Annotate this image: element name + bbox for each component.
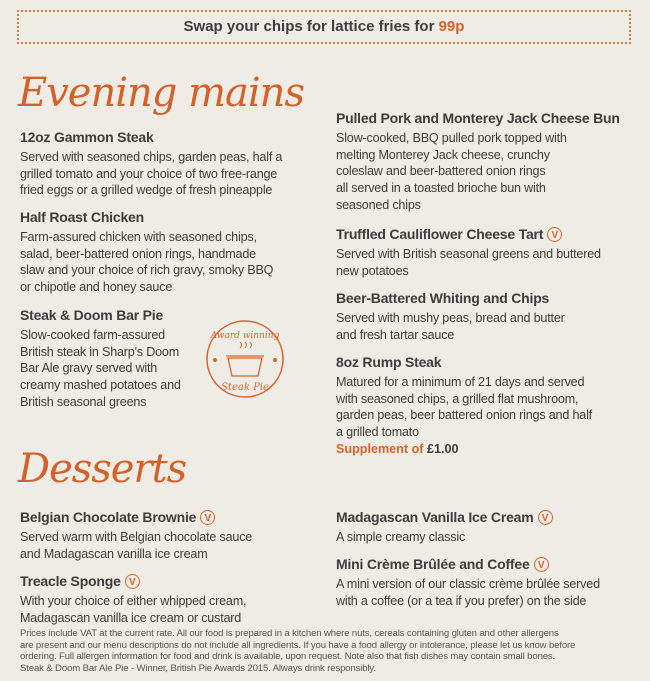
footer-line: are present and our menu descriptions do not include all ingredients. If you have a food allergy or intolerance, please let us know before [20,639,576,651]
menu-item [20,572,320,626]
menu-item-description: Served with British seasonal greens and buttered [336,247,601,261]
vegetarian-icon: V [200,510,215,525]
allergen-footer [20,628,640,674]
item-name: 8oz Rump Steak [336,354,442,370]
menu-item-description: fried eggs or a grilled wedge of fresh pineapple [20,183,273,198]
desserts-heading: Desserts [18,446,187,492]
pie-dish-icon [226,356,264,376]
vegetarian-icon: V [538,510,553,525]
item-name: Pulled Pork and Monterey Jack Cheese Bun [336,110,620,126]
menu-item-description: a grilled tomato [336,425,419,440]
menu-item-description: Served warm with Belgian chocolate sauce [20,530,253,544]
vegetarian-icon: V [547,227,562,242]
footer-line: Steak & Doom Bar Ale Pie - Winner, British Pie Awards 2015. Always drink responsibly. [20,662,376,674]
vegetarian-icon: V [125,574,140,589]
menu-item-title [20,208,320,226]
menu-item-title [20,128,320,146]
evening-mains-heading: Evening mains [18,70,304,116]
menu-item-description: Madagascan vanilla ice cream or custard [20,610,242,625]
item-name: Steak & Doom Bar Pie [20,307,164,323]
menu-item-title [336,225,636,243]
menu-item-description: seasoned chips [336,197,421,212]
menu-item-description: With your choice of either whipped cream, [20,594,247,608]
menu-item [336,555,636,609]
menu-item [336,109,636,214]
menu-item-title [336,555,636,573]
menu-item-description: coleslaw and beer-battered onion rings [336,164,546,179]
item-name: Half Roast Chicken [20,209,144,225]
menu-item-title [336,109,636,127]
menu-item-description: Slow-cooked farm-assured [20,328,165,342]
menu-item-description: all served in a toasted brioche bun with [336,181,546,196]
menu-item-description: Served with mushy peas, bread and butter [336,311,565,325]
menu-item-description: Matured for a minimum of 21 days and served [336,375,585,389]
item-name: Truffled Cauliflower Cheese Tart [336,226,544,242]
menu-item-description: new potatoes [336,263,409,278]
menu-item-description: and Madagascan vanilla ice cream [20,546,208,561]
menu-item-title [336,353,636,371]
vegetarian-icon: V [534,557,549,572]
menu-item-title [336,508,636,526]
supplement-label: Supplement of [336,441,427,456]
item-name: Treacle Sponge [20,573,121,589]
item-name: 12oz Gammon Steak [20,129,154,145]
item-name: Belgian Chocolate Brownie [20,509,197,525]
badge-top-text: Award winning [210,331,280,341]
menu-item-description: and fresh tartar sauce [336,327,455,342]
menu-item-description: Served with seasoned chips, garden peas, half a [20,150,283,164]
item-name: Madagascan Vanilla Ice Cream [336,509,534,525]
menu-item-description: British seasonal greens [20,394,147,409]
item-name: Beer-Battered Whiting and Chips [336,290,550,306]
menu-item [20,208,320,296]
menu-item-title [20,572,320,590]
item-name: Mini Crème Brûlée and Coffee [336,556,530,572]
menu-item-description: A simple creamy classic [336,530,466,544]
promo-banner [17,10,631,44]
menu-item-description: Bar Ale gravy served with [20,361,158,376]
menu-item [20,508,320,562]
menu-item [336,508,636,546]
menu-item-description: with seasoned chips, a grilled flat mushroom, [336,391,579,406]
menu-item-description: salad, beer-battered onion rings, handmade [20,246,256,261]
menu-item-description: or chipotle and honey sauce [20,280,173,295]
footer-line: Prices include VAT at the current rate. All our food is prepared in a kitchen where nuts, cereals containing gluten and other allergens [20,628,559,639]
menu-item-description: slaw and your choice of rich gravy, smoky BBQ [20,263,274,278]
menu-item-title [20,508,320,526]
supplement-price: £1.00 [426,441,459,456]
menu-item [336,225,636,279]
menu-item [20,128,320,199]
award-winning-steak-pie-badge [204,318,286,400]
promo-price: 99p [438,18,465,35]
menu-item-description: Slow-cooked, BBQ pulled pork topped with [336,131,567,145]
menu-item-description: creamy mashed potatoes and [20,378,181,393]
badge-bottom-text: Steak Pie [221,382,269,393]
promo-text: Swap your chips for lattice fries for [183,18,439,35]
menu-item-description: garden peas, beer battered onion rings and half [336,408,592,423]
menu-item-description: melting Monterey Jack cheese, crunchy [336,147,550,162]
menu-item [336,289,636,343]
footer-line: ordering. Full allergen information for food and drink is available, upon request. Note also that fish dishes may contain small bones. [20,651,556,662]
menu-item-description: grilled tomato and your choice of two free-range [20,166,278,181]
menu-item-title [336,289,636,307]
menu-item-description: Farm-assured chicken with seasoned chips, [20,230,257,244]
menu-item-description: A mini version of our classic crème brûlée served [336,577,600,591]
menu-item-description: British steak in Sharp's Doom [20,344,179,359]
menu-item [336,353,636,458]
supplement [336,441,636,458]
menu-item-description: with a coffee (or a tea if you prefer) on the side [336,593,587,608]
